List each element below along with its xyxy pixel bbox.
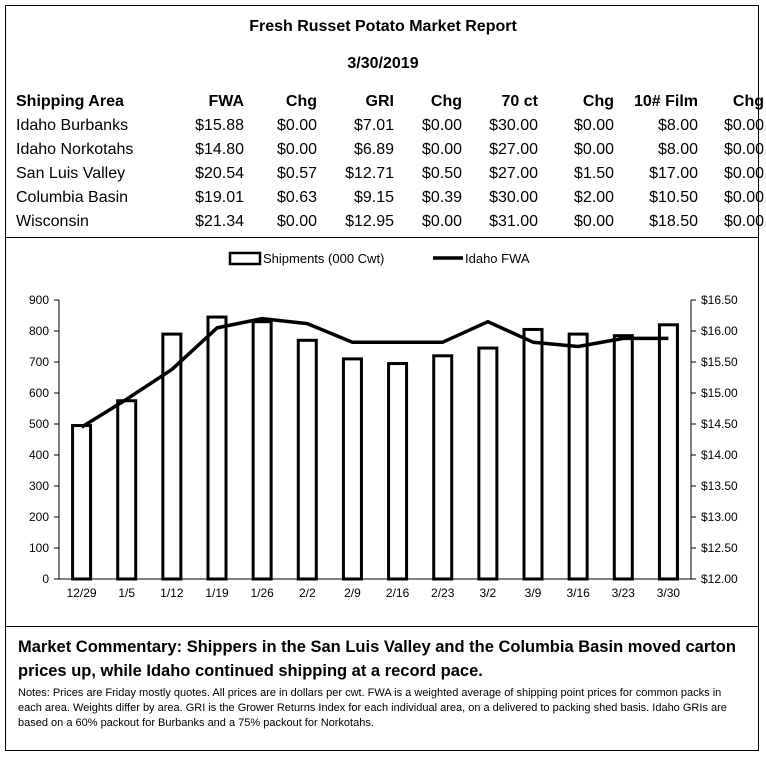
table-cell: $1.50 xyxy=(573,165,614,182)
table-row xyxy=(16,162,764,186)
table-cell: $9.15 xyxy=(353,189,394,206)
report-date: 3/30/2019 xyxy=(347,55,419,72)
table-cell: $0.00 xyxy=(723,165,764,182)
y-right-tick-label: $12.00 xyxy=(701,572,738,586)
legend-shipments-swatch xyxy=(230,253,260,264)
table-cell: $30.00 xyxy=(489,189,538,206)
table-cell: $12.95 xyxy=(345,213,394,230)
x-tick-label: 3/16 xyxy=(566,586,590,600)
table-row xyxy=(16,138,764,162)
table-cell: San Luis Valley xyxy=(16,165,126,182)
y-left-tick-label: 500 xyxy=(28,417,49,431)
table-cell: $15.88 xyxy=(195,117,244,134)
y-right-tick-label: $15.00 xyxy=(701,386,738,400)
x-tick-label: 2/23 xyxy=(431,586,455,600)
table-cell: $0.00 xyxy=(276,213,317,230)
x-tick-label: 2/9 xyxy=(344,586,361,600)
table-cell: $0.00 xyxy=(723,141,764,158)
header-70ct-chg: Chg xyxy=(582,93,614,110)
table-cell: $0.50 xyxy=(421,165,462,182)
shipment-bar xyxy=(118,401,136,579)
table-cell: $0.39 xyxy=(421,189,462,206)
y-left-tick-label: 300 xyxy=(28,479,49,493)
table-cell: Idaho Burbanks xyxy=(16,117,129,134)
y-right-tick-label: $13.00 xyxy=(701,510,738,524)
y-left-tick-label: 600 xyxy=(28,386,49,400)
header-70ct: 70 ct xyxy=(501,93,538,110)
table-cell: $0.00 xyxy=(421,117,462,134)
x-tick-label: 1/26 xyxy=(250,586,274,600)
header-fwa: FWA xyxy=(208,93,244,110)
shipment-bar xyxy=(569,334,587,579)
y-right-tick-label: $15.50 xyxy=(701,355,738,369)
table-cell: $8.00 xyxy=(657,141,698,158)
y-right-tick-label: $16.50 xyxy=(701,293,738,307)
table-cell: $0.00 xyxy=(723,213,764,230)
x-tick-label: 2/16 xyxy=(385,586,410,600)
table-cell: $2.00 xyxy=(573,189,614,206)
table-cell: $12.71 xyxy=(345,165,394,182)
table-cell: $30.00 xyxy=(489,117,538,134)
table-cell: $0.00 xyxy=(421,141,462,158)
shipment-bar xyxy=(343,359,361,579)
table-cell: $20.54 xyxy=(195,165,244,182)
chart-panel xyxy=(5,237,759,627)
table-cell: $0.57 xyxy=(276,165,317,182)
table-cell: $27.00 xyxy=(489,165,538,182)
y-left-tick-label: 200 xyxy=(28,510,49,524)
y-left-tick-label: 900 xyxy=(28,293,49,307)
y-right-tick-label: $14.50 xyxy=(701,417,738,431)
y-right-tick-label: $13.50 xyxy=(701,479,738,493)
report-notes: Notes: Prices are Friday mostly quotes. All prices are in dollars per cwt. FWA is a weighted average of shipping point prices for common packs in each area. Weights differ by area. GRI is the Grower Returns Index for each individual area, on a delivered to packing shed basis. Idaho GRIs are based on a 60% packout for Burbanks and a 75% packout for Norkotahs. xyxy=(18,687,727,729)
shipment-bar xyxy=(524,329,542,579)
table-cell: $10.50 xyxy=(649,189,698,206)
header-gri-chg: Chg xyxy=(430,93,462,110)
table-cell: $31.00 xyxy=(489,213,538,230)
header-gri: GRI xyxy=(365,93,394,110)
table-cell: Columbia Basin xyxy=(16,189,129,206)
header-10lb-film: 10# Film xyxy=(633,93,698,110)
table-cell: $0.00 xyxy=(573,141,614,158)
x-tick-label: 1/5 xyxy=(118,586,136,600)
table-row xyxy=(16,186,764,210)
x-tick-label: 1/12 xyxy=(160,586,184,600)
legend-fwa-label: Idaho FWA xyxy=(465,251,530,266)
table-cell: Wisconsin xyxy=(16,213,89,230)
y-left-tick-label: 0 xyxy=(42,572,49,586)
shipments-price-chart xyxy=(5,238,759,626)
report-title: Fresh Russet Potato Market Report xyxy=(249,18,517,35)
shipment-bar xyxy=(253,322,271,579)
table-cell: $18.50 xyxy=(649,213,698,230)
table-cell: $0.00 xyxy=(723,189,764,206)
x-tick-label: 3/2 xyxy=(479,586,497,600)
shipment-bar xyxy=(659,325,677,579)
table-cell: $0.00 xyxy=(276,141,317,158)
x-tick-label: 12/29 xyxy=(66,586,97,600)
y-left-tick-label: 800 xyxy=(28,324,49,338)
table-row xyxy=(16,114,764,138)
header-shipping-area: Shipping Area xyxy=(16,93,124,110)
legend-shipments-label: Shipments (000 Cwt) xyxy=(263,251,385,266)
shipment-bar xyxy=(73,426,91,579)
shipment-bar xyxy=(614,336,632,579)
table-cell: $7.01 xyxy=(353,117,394,134)
y-left-tick-label: 100 xyxy=(28,541,49,555)
y-right-tick-label: $16.00 xyxy=(701,324,738,338)
table-cell: Idaho Norkotahs xyxy=(16,141,134,158)
table-cell: $21.34 xyxy=(195,213,244,230)
price-table xyxy=(16,90,764,234)
y-right-tick-label: $14.00 xyxy=(701,448,738,462)
x-tick-label: 2/2 xyxy=(298,586,316,600)
shipment-bar xyxy=(389,364,407,579)
y-right-tick-label: $12.50 xyxy=(701,541,738,555)
table-cell: $0.00 xyxy=(421,213,462,230)
table-cell: $0.63 xyxy=(276,189,317,206)
market-commentary: Market Commentary: Shippers in the San Luis Valley and the Columbia Basin moved carton prices up, while Idaho continued shipping at a record pace. xyxy=(18,638,736,680)
shipment-bar xyxy=(208,317,226,579)
x-tick-label: 1/19 xyxy=(205,586,229,600)
table-cell: $27.00 xyxy=(489,141,538,158)
table-header-row xyxy=(16,90,764,114)
table-cell: $19.01 xyxy=(195,189,244,206)
header-10lb-film-chg: Chg xyxy=(732,93,764,110)
x-tick-label: 3/9 xyxy=(524,586,542,600)
shipment-bar xyxy=(479,348,497,579)
table-cell: $0.00 xyxy=(573,117,614,134)
y-left-tick-label: 400 xyxy=(28,448,49,462)
shipment-bar xyxy=(434,356,452,579)
x-tick-label: 3/30 xyxy=(656,586,681,600)
table-row xyxy=(16,210,764,234)
table-cell: $0.00 xyxy=(573,213,614,230)
table-cell: $0.00 xyxy=(276,117,317,134)
y-left-tick-label: 700 xyxy=(28,355,49,369)
table-cell: $14.80 xyxy=(195,141,244,158)
table-cell: $0.00 xyxy=(723,117,764,134)
shipment-bar xyxy=(298,340,316,579)
x-tick-label: 3/23 xyxy=(611,586,635,600)
header-fwa-chg: Chg xyxy=(285,93,317,110)
table-cell: $17.00 xyxy=(649,165,698,182)
table-cell: $8.00 xyxy=(657,117,698,134)
table-cell: $6.89 xyxy=(353,141,394,158)
